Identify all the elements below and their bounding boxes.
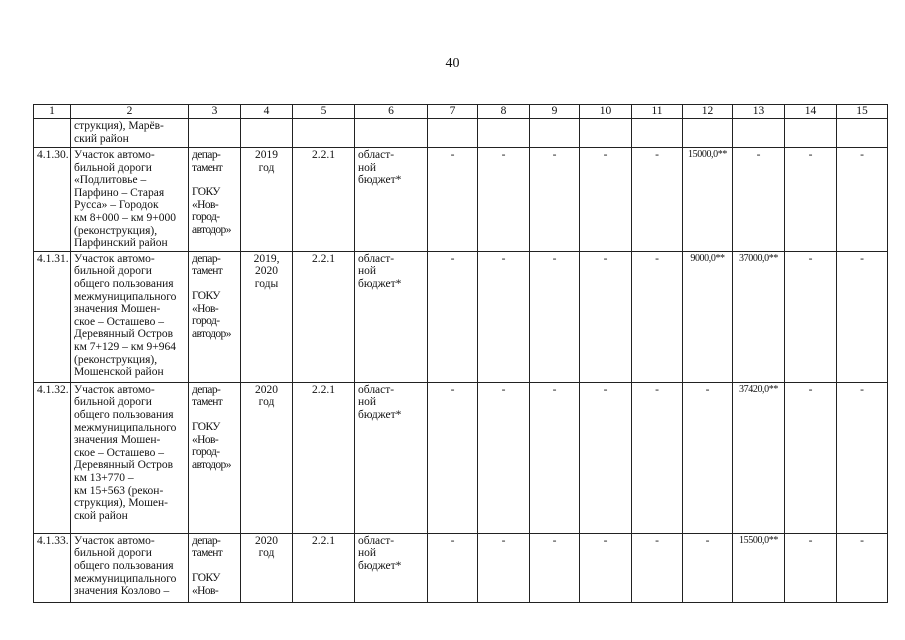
row-name: [71, 533, 189, 602]
cell-line: област-: [358, 149, 395, 161]
row-target: 2.2.1: [293, 251, 355, 382]
cell-line: бюджет*: [358, 174, 402, 187]
cell-line: област-: [358, 534, 395, 547]
cell-line: бильной дороги: [74, 265, 152, 278]
cell-line: город-: [192, 211, 220, 224]
value-col-13: -: [733, 148, 785, 252]
value-col-8: -: [478, 382, 530, 533]
row-name: [71, 148, 189, 252]
row-source: [355, 251, 428, 382]
row-executor: [189, 382, 241, 533]
cell-line: межмуниципального: [74, 421, 177, 434]
cell-line: Мошенской район: [74, 366, 164, 379]
cell-line: бюджет*: [358, 559, 402, 572]
cell-line: годы: [254, 277, 279, 290]
row-executor: [189, 148, 241, 252]
cell-line: бюджет*: [358, 277, 402, 290]
row-source: [355, 148, 428, 252]
row-name: [71, 251, 189, 382]
column-number-3: 3: [189, 105, 241, 119]
cell-line: «Подлитовье –: [74, 174, 147, 187]
cell-line: ское – Осташево –: [74, 446, 164, 459]
row-id: [34, 119, 71, 148]
value-col-12: -: [683, 382, 733, 533]
cell-line: област-: [358, 252, 395, 265]
value-col-14: -: [785, 251, 837, 382]
cell-line: депар-: [192, 534, 221, 547]
cell-line: «Нов-: [192, 584, 219, 597]
cell-line: тамент: [192, 547, 223, 560]
cell-line: км 15+563 (рекон-: [74, 484, 164, 497]
cell-line: 2020: [255, 383, 278, 396]
cell-line: ское – Осташево –: [74, 315, 164, 328]
row-executor: [189, 533, 241, 602]
page-number: 40: [445, 56, 460, 71]
cell-line: [192, 174, 237, 186]
cell-line: город-: [192, 315, 220, 328]
cell-line: км 7+129 – км 9+964: [74, 340, 176, 353]
empty-cell: [785, 119, 837, 148]
value-col-9: -: [530, 533, 580, 602]
row-name: [71, 382, 189, 533]
column-number-10: 10: [580, 105, 632, 119]
value-col-10: -: [580, 382, 632, 533]
cell-line: тамент: [192, 396, 223, 409]
value-col-15: -: [837, 251, 888, 382]
value-col-13: 37000,0**: [733, 251, 785, 382]
table-row: [34, 251, 888, 382]
cell-line: автодор»: [192, 458, 231, 471]
empty-cell: [293, 119, 355, 148]
cell-line: автодор»: [192, 327, 231, 340]
cell-line: год: [258, 547, 275, 560]
continuation-row: [34, 119, 888, 148]
cell-line: ной: [358, 396, 377, 409]
row-id: 4.1.33.: [34, 533, 71, 602]
cell-line: [192, 560, 237, 572]
cell-line: бильной дороги: [74, 161, 152, 174]
empty-cell: [733, 119, 785, 148]
cell-line: бильной дороги: [74, 396, 152, 409]
row-name: [71, 119, 189, 148]
cell-line: депар-: [192, 383, 221, 396]
cell-line: депар-: [192, 149, 221, 161]
column-numbers-row: [34, 105, 888, 119]
value-col-7: -: [428, 533, 478, 602]
value-col-9: -: [530, 148, 580, 252]
cell-line: тамент: [192, 265, 223, 278]
value-col-7: -: [428, 382, 478, 533]
column-number-5: 5: [293, 105, 355, 119]
value-col-7: -: [428, 251, 478, 382]
value-col-12: 9000,0**: [683, 251, 733, 382]
cell-line: струкция), Марёв-: [74, 120, 164, 132]
cell-line: струкция), Мошен-: [74, 497, 169, 510]
cell-line: Парфино – Старая: [74, 186, 165, 199]
cell-line: км 8+000 – км 9+000: [74, 211, 176, 224]
value-col-10: -: [580, 148, 632, 252]
cell-line: межмуниципального: [74, 572, 177, 585]
cell-line: «Нов-: [192, 302, 219, 315]
row-id: 4.1.32.: [34, 382, 71, 533]
cell-line: общего пользования: [74, 559, 174, 572]
value-col-11: -: [632, 533, 683, 602]
row-period: [241, 148, 293, 252]
row-period: [241, 533, 293, 602]
cell-line: ской район: [74, 509, 128, 522]
row-target: 2.2.1: [293, 382, 355, 533]
empty-cell: [428, 119, 478, 148]
value-col-11: -: [632, 382, 683, 533]
cell-line: значения Козлово –: [74, 585, 170, 598]
cell-line: значения Мошен-: [74, 434, 161, 447]
value-col-13: 15500,0**: [733, 533, 785, 602]
value-col-11: -: [632, 148, 683, 252]
column-number-11: 11: [632, 105, 683, 119]
cell-line: Деревянный Остров: [74, 328, 174, 341]
cell-line: «Нов-: [192, 198, 219, 211]
empty-cell: [241, 119, 293, 148]
value-col-12: 15000,0**: [683, 148, 733, 252]
cell-line: ной: [358, 547, 377, 560]
cell-line: 2019: [255, 149, 278, 161]
value-col-15: -: [837, 148, 888, 252]
cell-line: област-: [358, 383, 395, 396]
value-col-14: -: [785, 148, 837, 252]
empty-cell: [530, 119, 580, 148]
cell-line: депар-: [192, 252, 221, 265]
value-col-9: -: [530, 382, 580, 533]
column-number-9: 9: [530, 105, 580, 119]
column-number-6: 6: [355, 105, 428, 119]
empty-cell: [632, 119, 683, 148]
cell-line: 2020: [255, 265, 278, 278]
column-number-13: 13: [733, 105, 785, 119]
row-executor: [189, 251, 241, 382]
table-row: [34, 382, 888, 533]
empty-cell: [683, 119, 733, 148]
cell-line: ГОКУ: [192, 420, 220, 433]
cell-line: км 13+770 –: [74, 471, 134, 484]
cell-line: Деревянный Остров: [74, 459, 174, 472]
value-col-8: -: [478, 533, 530, 602]
cell-line: бюджет*: [358, 408, 402, 421]
empty-cell: [189, 119, 241, 148]
cell-line: значения Мошен-: [74, 303, 161, 316]
cell-line: Участок автомо-: [74, 252, 155, 265]
cell-line: Участок автомо-: [74, 383, 155, 396]
row-period: [241, 251, 293, 382]
row-target: 2.2.1: [293, 533, 355, 602]
column-number-4: 4: [241, 105, 293, 119]
value-col-15: -: [837, 382, 888, 533]
empty-cell: [355, 119, 428, 148]
column-number-15: 15: [837, 105, 888, 119]
cell-line: ной: [358, 161, 377, 174]
cell-line: 2019,: [253, 252, 280, 265]
value-col-10: -: [580, 533, 632, 602]
cell-line: общего пользования: [74, 408, 174, 421]
cell-line: тамент: [192, 161, 223, 174]
column-number-14: 14: [785, 105, 837, 119]
cell-line: межмуниципального: [74, 290, 177, 303]
value-col-7: -: [428, 148, 478, 252]
row-source: [355, 382, 428, 533]
cell-line: Участок автомо-: [74, 534, 155, 547]
value-col-8: -: [478, 251, 530, 382]
cell-line: бильной дороги: [74, 547, 152, 560]
cell-line: Участок автомо-: [74, 149, 155, 161]
empty-cell: [837, 119, 888, 148]
empty-cell: [580, 119, 632, 148]
cell-line: (реконструкция),: [74, 224, 158, 237]
cell-line: ной: [358, 265, 377, 278]
cell-line: (реконструкция),: [74, 353, 158, 366]
value-col-9: -: [530, 251, 580, 382]
column-number-2: 2: [71, 105, 189, 119]
value-col-12: -: [683, 533, 733, 602]
cell-line: ГОКУ: [192, 571, 220, 584]
value-col-8: -: [478, 148, 530, 252]
cell-line: ГОКУ: [192, 289, 220, 302]
empty-cell: [478, 119, 530, 148]
column-number-1: 1: [34, 105, 71, 119]
cell-line: общего пользования: [74, 277, 174, 290]
cell-line: автодор»: [192, 223, 231, 236]
row-target: 2.2.1: [293, 148, 355, 252]
value-col-14: -: [785, 533, 837, 602]
row-id: 4.1.31.: [34, 251, 71, 382]
program-activities-table: [33, 104, 888, 603]
cell-line: 2020: [255, 534, 278, 547]
value-col-13: 37420,0**: [733, 382, 785, 533]
cell-line: [192, 409, 237, 421]
table-row: [34, 533, 888, 602]
value-col-10: -: [580, 251, 632, 382]
column-number-7: 7: [428, 105, 478, 119]
cell-line: год: [258, 161, 275, 174]
cell-line: «Нов-: [192, 433, 219, 446]
value-col-11: -: [632, 251, 683, 382]
column-number-8: 8: [478, 105, 530, 119]
value-col-14: -: [785, 382, 837, 533]
row-id: 4.1.30.: [34, 148, 71, 252]
cell-line: Парфинский район: [74, 237, 168, 250]
cell-line: город-: [192, 446, 220, 459]
value-col-15: -: [837, 533, 888, 602]
row-period: [241, 382, 293, 533]
column-number-12: 12: [683, 105, 733, 119]
cell-line: [192, 278, 237, 290]
cell-line: год: [258, 396, 275, 409]
table-row: [34, 148, 888, 252]
row-source: [355, 533, 428, 602]
cell-line: ГОКУ: [192, 186, 220, 199]
cell-line: Русса» – Городок: [74, 199, 159, 212]
cell-line: ский район: [74, 132, 129, 145]
